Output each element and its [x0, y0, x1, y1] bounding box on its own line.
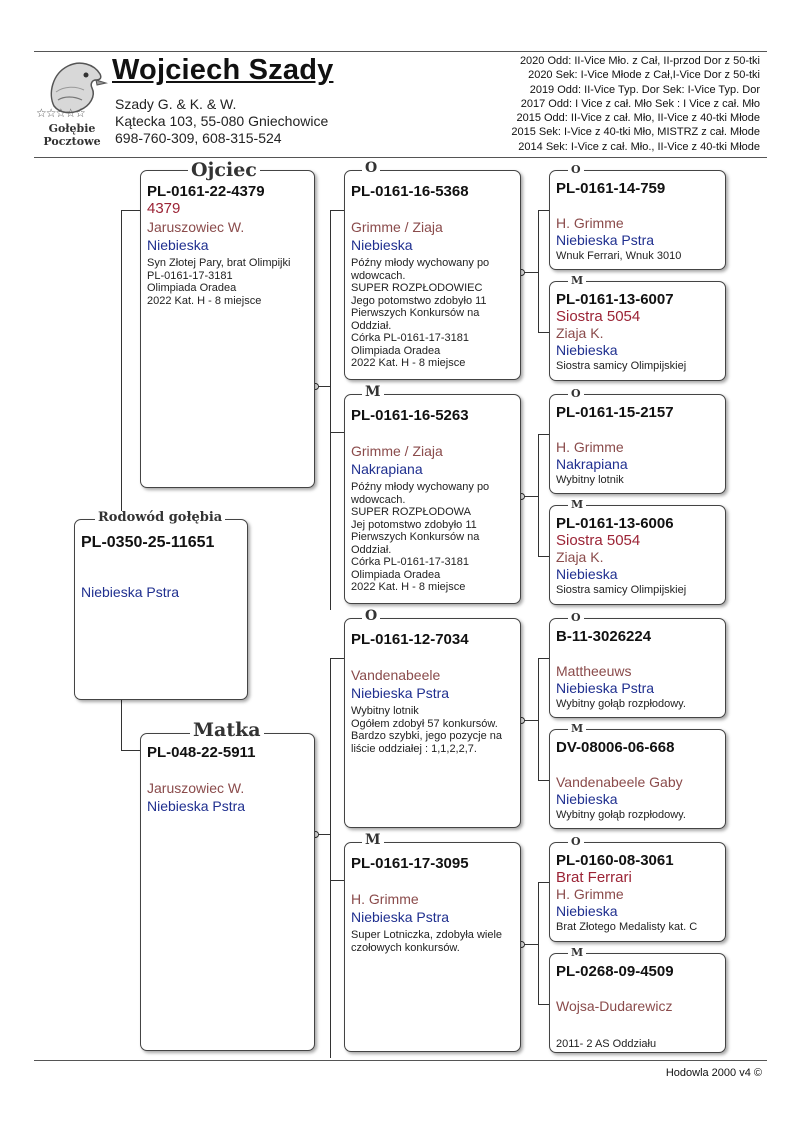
fmm-ring: PL-0161-13-6006: [556, 515, 674, 532]
note-line: wdowcach.: [351, 269, 406, 282]
logo-text: [36, 122, 108, 148]
mmm-box: [549, 953, 726, 1053]
ffm-color: Niebieska: [556, 342, 618, 358]
grandsire-paternal-box: [344, 170, 521, 380]
subject-box: [74, 519, 248, 700]
owner-line-1: Szady G. & K. & W.: [115, 96, 237, 112]
mm-color: Niebieska Pstra: [351, 909, 450, 925]
fmm-nick: Siostra 5054: [556, 532, 641, 549]
connector: [538, 780, 549, 781]
father-box: [140, 170, 315, 488]
mm-breeder: H. Grimme: [351, 891, 419, 907]
awards-list: [460, 54, 760, 154]
note-line: Olimpiada Oradea: [351, 568, 441, 581]
mm-ring: PL-0161-17-3095: [351, 855, 469, 872]
fmf-ring: PL-0161-15-2157: [556, 404, 674, 421]
note-line: Olimpiada Oradea: [351, 344, 441, 357]
footer-rule: [34, 1060, 767, 1061]
fmf-label: O: [568, 388, 584, 399]
father-label: Ojciec: [188, 161, 260, 180]
fm-ring: PL-0161-16-5263: [351, 407, 469, 424]
note-line: Super Lotniczka, zdobyła wiele: [351, 929, 503, 941]
fmm-color: Niebieska: [556, 566, 618, 582]
mmm-notes: 2011- 2 AS Oddziału: [556, 1038, 657, 1050]
mff-box: [549, 618, 726, 718]
note-line: Pierwszych Konkursów na: [351, 307, 480, 319]
connector: [538, 882, 539, 1004]
father-ring: PL-0161-22-4379: [147, 183, 265, 200]
award-line: 2015 Odd: II-Vice z cał. Mło, II-Vice z 40-tki Młode: [516, 112, 760, 125]
note-line: Jej potomstwo zdobyło 11: [351, 518, 477, 531]
fmm-label: M: [568, 499, 586, 510]
mmf-breeder: H. Grimme: [556, 886, 624, 902]
note-line: wdowcach.: [351, 493, 406, 506]
logo-text-line-1: Gołębie: [48, 122, 96, 135]
connector: [538, 210, 549, 211]
award-line: 2020 Odd: II-Vice Mło. z Cał, II-przod Dor z 50-tki: [519, 55, 760, 67]
mother-breeder: Jaruszowiec W.: [147, 780, 245, 796]
mff-ring: B-11-3026224: [556, 628, 652, 645]
ff-ring: PL-0161-16-5368: [351, 183, 469, 200]
ffm-nick: Siostra 5054: [556, 308, 641, 325]
note-line: 2022 Kat. H - 8 miejsce: [351, 581, 466, 593]
note-line: Wybitny lotnik: [351, 705, 419, 717]
mf-color: Niebieska Pstra: [351, 685, 450, 701]
mmf-ring: PL-0160-08-3061: [556, 852, 674, 869]
mfm-notes: Wybitny gołąb rozpłodowy.: [556, 809, 686, 821]
granddam-maternal-box: [344, 842, 521, 1052]
note-line: Córka PL-0161-17-3181: [351, 556, 470, 568]
note-line: Późny młody wychowany po: [351, 257, 490, 269]
note-line: PL-0161-17-3181: [147, 269, 233, 282]
ffm-breeder: Ziaja K.: [556, 325, 604, 341]
fff-ring: PL-0161-14-759: [556, 180, 666, 197]
mfm-breeder: Vandenabeele Gaby: [556, 774, 683, 790]
subject-color: Niebieska Pstra: [81, 584, 180, 600]
fmm-breeder: Ziaja K.: [556, 549, 604, 565]
fmm-box: [549, 505, 726, 605]
mm-label: M: [362, 833, 384, 847]
award-line: 2017 Odd: I Vice z cał. Mło Sek : I Vice z cał. Mło: [520, 97, 760, 110]
ffm-label: M: [568, 275, 586, 286]
connector: [330, 658, 344, 659]
connector: [538, 556, 549, 557]
owner-line-3: 698-760-309, 608-315-524: [115, 130, 282, 146]
award-line: 2014 Sek: I-Vice z cał. Mło., II-Vice z 40-tki Młode: [518, 140, 760, 153]
subject-label: Rodowód gołębia: [95, 511, 225, 524]
note-line: Pierwszych Konkursów na: [351, 531, 480, 543]
fmm-notes: Siostra samicy Olimpijskiej: [556, 584, 687, 596]
father-nick: 4379: [147, 200, 181, 217]
connector: [330, 880, 344, 881]
ff-color: Niebieska: [351, 237, 413, 253]
fff-breeder: H. Grimme: [556, 215, 624, 231]
note-line: Syn Złotej Pary, brat Olimpijki: [147, 257, 291, 269]
mmf-nick: Brat Ferrari: [556, 869, 632, 886]
connector: [330, 210, 331, 610]
father-notes: [147, 257, 308, 307]
mmf-label: O: [568, 836, 584, 847]
mff-breeder: Mattheeuws: [556, 663, 632, 679]
logo-text-line-2: Pocztowe: [43, 135, 101, 148]
note-line: Olimpiada Oradea: [147, 282, 237, 294]
connector: [330, 432, 344, 433]
mother-box: [140, 733, 315, 1051]
ffm-ring: PL-0161-13-6007: [556, 291, 674, 308]
award-line: 2020 Sek: I-Vice Młode z Cał,I-Vice Dor z 50-tki: [528, 69, 760, 82]
note-line: Oddział.: [351, 319, 392, 332]
footer-credit: Hodowla 2000 v4 ©: [665, 1067, 762, 1079]
mother-label: Matka: [190, 721, 264, 740]
connector: [330, 658, 331, 1058]
connector: [538, 1004, 549, 1005]
connector: [538, 210, 539, 332]
note-line: SUPER ROZPŁODOWIEC: [351, 282, 483, 294]
ff-notes: [351, 257, 514, 370]
ffm-box: [549, 281, 726, 381]
connector: [121, 700, 122, 750]
connector: [538, 658, 539, 780]
note-line: 2022 Kat. H - 8 miejsce: [147, 294, 262, 307]
father-color: Niebieska: [147, 237, 209, 253]
note-line: Córka PL-0161-17-3181: [351, 332, 470, 344]
mf-label: O: [362, 609, 380, 623]
ff-breeder: Grimme / Ziaja: [351, 219, 443, 235]
fmf-box: [549, 394, 726, 494]
note-line: czołowych konkursów.: [351, 941, 460, 954]
note-line: Jego potomstwo zdobyło 11: [351, 294, 487, 307]
mf-ring: PL-0161-12-7034: [351, 631, 469, 648]
mff-color: Niebieska Pstra: [556, 680, 655, 696]
mfm-label: M: [568, 723, 586, 734]
mf-notes: [351, 705, 514, 755]
connector: [121, 750, 140, 751]
subject-ring: PL-0350-25-11651: [81, 534, 215, 551]
mfm-ring: DV-08006-06-668: [556, 739, 675, 756]
fff-box: [549, 170, 726, 270]
mmm-ring: PL-0268-09-4509: [556, 963, 674, 980]
mother-color: Niebieska Pstra: [147, 798, 246, 814]
note-line: Bardzo szybki, jego pozycje na: [351, 730, 503, 742]
note-line: SUPER ROZPŁODOWA: [351, 506, 471, 518]
owner-line-2: Kątecka 103, 55-080 Gniechowice: [115, 113, 329, 129]
header-bottom-rule: [34, 157, 767, 158]
connector: [121, 210, 122, 518]
ff-label: O: [362, 161, 380, 175]
granddam-paternal-box: [344, 394, 521, 604]
header-top-rule: [34, 51, 767, 52]
fm-breeder: Grimme / Ziaja: [351, 443, 443, 459]
fm-label: M: [362, 385, 384, 399]
note-line: Późny młody wychowany po: [351, 481, 490, 493]
fmf-breeder: H. Grimme: [556, 439, 624, 455]
connector: [538, 434, 549, 435]
fmf-color: Nakrapiana: [556, 456, 628, 472]
note-line: Oddział.: [351, 543, 392, 556]
mmm-breeder: Wojsa-Dudarewicz: [556, 998, 673, 1014]
connector: [330, 210, 344, 211]
fff-notes: Wnuk Ferrari, Wnuk 3010: [556, 250, 682, 262]
owner-name: Wojciech Szady: [112, 54, 334, 86]
connector: [538, 332, 549, 333]
fm-color: Nakrapiana: [351, 461, 423, 477]
award-line: 2015 Sek: I-Vice z 40-tki Mło, MISTRZ z cał. Młode: [511, 126, 760, 139]
fff-color: Niebieska Pstra: [556, 232, 655, 248]
fff-label: O: [568, 164, 584, 175]
connector: [121, 210, 140, 211]
mmf-notes: Brat Złotego Medalisty kat. C: [556, 921, 698, 933]
mmm-label: M: [568, 947, 586, 958]
mm-notes: [351, 929, 514, 954]
connector: [538, 658, 549, 659]
ffm-notes: Siostra samicy Olimpijskiej: [556, 360, 687, 372]
note-line: 2022 Kat. H - 8 miejsce: [351, 357, 466, 369]
stars-row: ☆☆☆☆☆: [36, 106, 85, 120]
mff-notes: Wybitny gołąb rozpłodowy.: [556, 698, 686, 710]
note-line: liście oddziałej : 1,1,2,2,7.: [351, 742, 477, 755]
mmf-box: [549, 842, 726, 942]
mfm-box: [549, 729, 726, 829]
fmf-notes: Wybitny lotnik: [556, 474, 624, 486]
mmf-color: Niebieska: [556, 903, 618, 919]
mff-label: O: [568, 612, 584, 623]
fm-notes: [351, 481, 514, 594]
connector: [538, 434, 539, 556]
grandsire-maternal-box: [344, 618, 521, 828]
mf-breeder: Vandenabeele: [351, 667, 441, 683]
mother-ring: PL-048-22-5911: [147, 744, 256, 761]
mfm-color: Niebieska: [556, 791, 618, 807]
father-breeder: Jaruszowiec W.: [147, 219, 245, 235]
award-line: 2019 Odd: II-Vice Typ. Dor Sek: I-Vice Typ. Dor: [529, 83, 760, 96]
connector: [538, 882, 549, 883]
note-line: Ogółem zdobył 57 konkursów.: [351, 717, 498, 730]
